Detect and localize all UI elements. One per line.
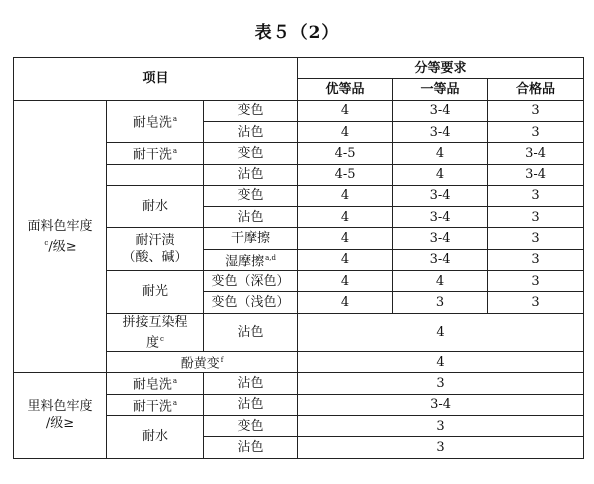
sub-label: 沾色 — [204, 437, 298, 458]
value-qualified: 3 — [488, 292, 584, 313]
header-premium: 优等品 — [298, 79, 393, 100]
value-first-class: 3-4 — [393, 121, 488, 142]
header-item: 项目 — [14, 58, 298, 101]
sub-label: 沾色 — [204, 121, 298, 142]
table-title: 表５（2） — [254, 23, 340, 43]
value-premium: 4-5 — [298, 164, 393, 185]
value-merged: 4 — [298, 313, 584, 351]
value-qualified: 3 — [488, 185, 584, 206]
value-first-class: 3-4 — [393, 228, 488, 249]
table-row — [14, 100, 584, 121]
value-qualified: 3 — [488, 207, 584, 228]
spec-table — [13, 57, 584, 459]
value-premium: 4 — [298, 228, 393, 249]
value-merged: 3 — [298, 437, 584, 458]
header-row-1 — [14, 58, 584, 79]
value-qualified: 3 — [488, 249, 584, 270]
sub-label: 变色 — [204, 415, 298, 436]
value-merged: 3 — [298, 415, 584, 436]
value-merged: 3 — [298, 373, 584, 394]
value-first-class: 4 — [393, 271, 488, 292]
sub-label: 沾色 — [204, 313, 298, 351]
face-phenolic-label: 酚黄变$^f$ — [107, 351, 298, 372]
sub-label: 沾色 — [204, 207, 298, 228]
value-merged: 4 — [298, 351, 584, 372]
sub-label: 变色（深色） — [204, 271, 298, 292]
sub-label: 干摩擦 — [204, 228, 298, 249]
header-grade-group: 分等要求 — [298, 58, 584, 79]
header-first-class: 一等品 — [393, 79, 488, 100]
face-water-label: 耐水 — [107, 185, 204, 228]
table-row — [14, 373, 584, 394]
value-premium: 4 — [298, 185, 393, 206]
value-qualified: 3-4 — [488, 143, 584, 164]
face-light-label: 耐光 — [107, 271, 204, 314]
value-first-class: 3-4 — [393, 185, 488, 206]
value-premium: 4 — [298, 100, 393, 121]
face-sweat-label: 耐汗渍 （酸、碱） — [107, 228, 204, 271]
value-qualified: 3 — [488, 121, 584, 142]
value-first-class: 3-4 — [393, 249, 488, 270]
face-section-label: 面料色牢度 $^c$/级≥ — [14, 100, 107, 373]
sub-label: 变色 — [204, 100, 298, 121]
sub-label: 变色 — [204, 185, 298, 206]
empty-cell — [107, 164, 204, 185]
value-premium: 4 — [298, 207, 393, 228]
face-soap-label: 耐皂洗$^a$ — [107, 100, 204, 143]
lining-section-label: 里料色牢度 /级≥ — [14, 373, 107, 458]
value-qualified: 3-4 — [488, 164, 584, 185]
sub-label: 变色（浅色） — [204, 292, 298, 313]
sub-label: 沾色 — [204, 394, 298, 415]
lining-soap-label: 耐皂洗$^a$ — [107, 373, 204, 394]
face-dry-label: 耐干洗$^a$ — [107, 143, 204, 164]
value-qualified: 3 — [488, 100, 584, 121]
sub-label: 沾色 — [204, 164, 298, 185]
value-qualified: 3 — [488, 271, 584, 292]
value-premium: 4 — [298, 121, 393, 142]
value-first-class: 4 — [393, 143, 488, 164]
sub-label: 变色 — [204, 143, 298, 164]
header-qualified: 合格品 — [488, 79, 584, 100]
lining-water-label: 耐水 — [107, 415, 204, 458]
value-merged: 3-4 — [298, 394, 584, 415]
value-qualified: 3 — [488, 228, 584, 249]
value-first-class: 3-4 — [393, 100, 488, 121]
value-first-class: 3 — [393, 292, 488, 313]
sub-label: 沾色 — [204, 373, 298, 394]
value-first-class: 4 — [393, 164, 488, 185]
face-splice-label: 拼接互染程 度$^c$ — [107, 313, 204, 351]
value-first-class: 3-4 — [393, 207, 488, 228]
value-premium: 4 — [298, 271, 393, 292]
sub-label: 湿摩擦$^{a,d}$ — [204, 249, 298, 270]
value-premium: 4-5 — [298, 143, 393, 164]
value-premium: 4 — [298, 292, 393, 313]
value-premium: 4 — [298, 249, 393, 270]
lining-dry-label: 耐干洗$^a$ — [107, 394, 204, 415]
